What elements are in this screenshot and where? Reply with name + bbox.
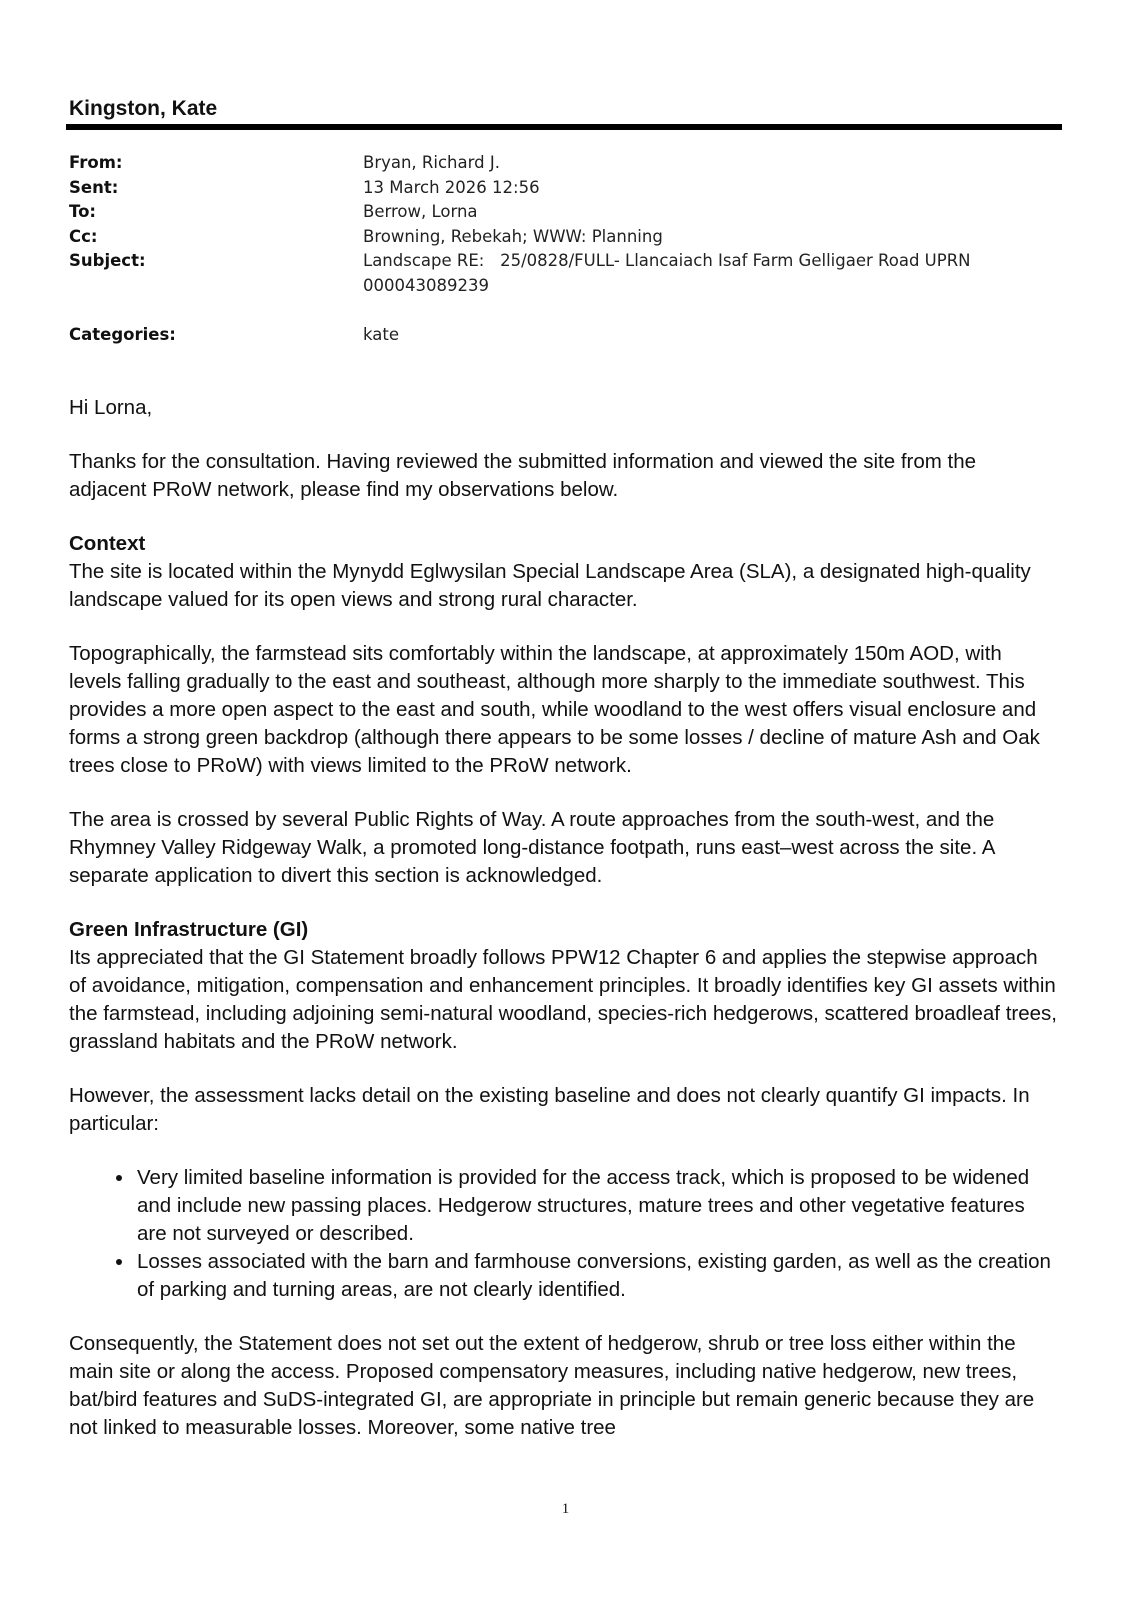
page-number: 1 (561, 1501, 570, 1517)
header-row-categories (69, 323, 1059, 348)
context-paragraph-1: The site is located within the Mynydd Eglwysilan Special Landscape Area (SLA), a designated high-quality landscape valued for its open views and strong rural character. (69, 560, 1031, 611)
to-value: Berrow, Lorna (363, 202, 478, 221)
context-heading: Context (69, 532, 146, 555)
header-row-cc (69, 225, 1059, 250)
email-header (69, 151, 1059, 347)
sent-label: Sent: (69, 177, 119, 197)
cc-value: Browning, Rebekah; WWW: Planning (363, 226, 663, 246)
header-spacer (69, 298, 1059, 323)
gi-issues-list (69, 1164, 1059, 1304)
gi-paragraph-1: Its appreciated that the GI Statement broadly follows PPW12 Chapter 6 and applies the stepwise approach of avoidance, mitigation, compensation and enhancement principles. It broadly identifies key GI assets within the farmstead, including adjoining semi-natural woodland, species-rich hedgerows, scattered broadleaf trees, grassland habitats and the PRoW network. (69, 946, 1057, 1053)
greeting: Hi Lorna, (69, 396, 153, 419)
from-value: Bryan, Richard J. (363, 153, 500, 172)
intro-paragraph: Thanks for the consultation. Having reviewed the submitted information and viewed the site from the adjacent PRoW network, please find my observations below. (69, 450, 977, 501)
subject-label: Subject: (69, 251, 146, 270)
categories-value: kate (363, 324, 399, 344)
header-divider (66, 124, 1062, 130)
context-paragraph-3: The area is crossed by several Public Rights of Way. A route approaches from the south-west, and the Rhymney Valley Ridgeway Walk, a promoted long-distance footpath, runs east–west across the site. A separate application to divert this section is acknowledged. (69, 808, 995, 887)
gi-paragraph-2: However, the assessment lacks detail on the existing baseline and does not clearly quantify GI impacts. In particular: (69, 1084, 1030, 1135)
to-label: To: (69, 202, 96, 221)
list-item: • Losses associated with the barn and farmhouse conversions, existing garden, as well as the creation of parking and turning areas, are not clearly identified. (135, 1248, 1059, 1304)
header-row-to (69, 200, 1059, 225)
categories-label: Categories: (69, 324, 176, 344)
header-row-sent (69, 176, 1059, 201)
sent-value: 13 March 2026 12:56 (363, 177, 540, 197)
cc-label: Cc: (69, 226, 98, 246)
gi-paragraph-3: Consequently, the Statement does not set out the extent of hedgerow, shrub or tree loss either within the main site or along the access. Proposed compensatory measures, including native hedgerow, new trees, bat/bird features and SuDS-integrated GI, are appropriate in principle but remain generic because they are not linked to measurable losses. Moreover, some native tree (69, 1332, 1035, 1439)
from-label: From: (69, 153, 123, 172)
email-body (69, 394, 1059, 1468)
header-row-subject (69, 249, 1059, 298)
gi-heading: Green Infrastructure (GI) (69, 918, 309, 941)
header-row-from (69, 151, 1059, 176)
mailbox-owner-name: Kingston, Kate (69, 97, 218, 120)
context-paragraph-2: Topographically, the farmstead sits comfortably within the landscape, at approximately 150m AOD, with levels falling gradually to the east and southeast, although more sharply to the immediate southwest. This provides a more open aspect to the east and south, while woodland to the west offers visual enclosure and forms a strong green backdrop (although there appears to be some losses / decline of mature Ash and Oak trees close to PRoW) with views limited to the PRoW network. (69, 642, 1040, 777)
subject-value: Landscape RE: 25/0828/FULL- Llancaiach Isaf Farm Gelligaer Road UPRN 000043089239 (363, 251, 976, 295)
list-item: • Very limited baseline information is provided for the access track, which is proposed to be widened and include new passing places. Hedgerow structures, mature trees and other vegetative features are not surveyed or described. (135, 1164, 1059, 1248)
